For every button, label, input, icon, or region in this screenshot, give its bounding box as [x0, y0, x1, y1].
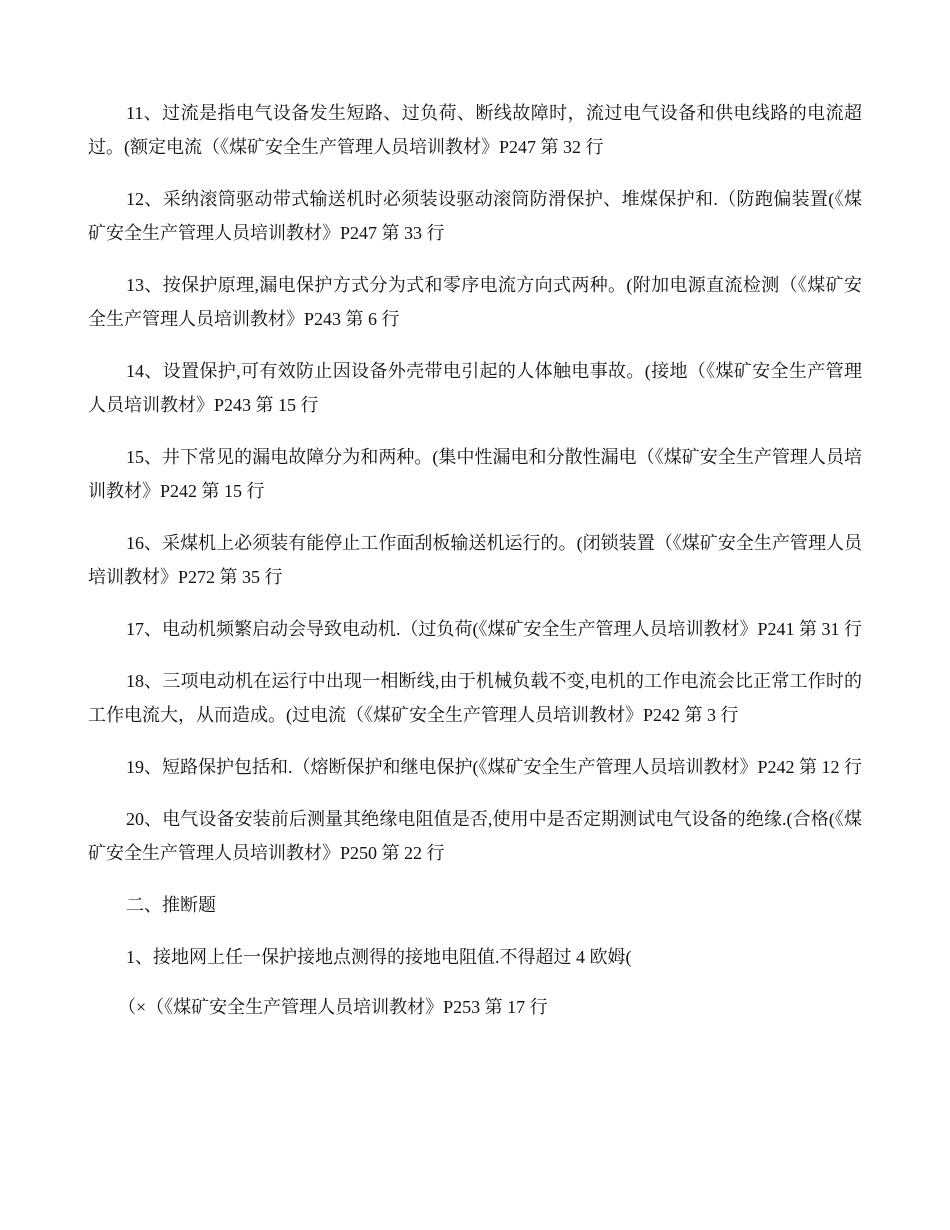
- paragraph-17: 17、电动机频繁启动会导致电动机.（过负荷(《煤矿安全生产管理人员培训教材》P241 第 31 行: [126, 619, 863, 639]
- question-1: 1、接地网上任一保护接地点测得的接地电阻值.不得超过 4 欧姆(: [126, 947, 632, 967]
- paragraph-15: 15、井下常见的漏电故障分为和两种。(集中性漏电和分散性漏电（《煤矿安全生产管理人员培训教材》P242 第 15 行: [88, 447, 862, 501]
- paragraph-11: 11、过流是指电气设备发生短路、过负荷、断线故障时，流过电气设备和供电线路的电流超过。(额定电流（《煤矿安全生产管理人员培训教材》P247 第 32 行: [88, 103, 862, 157]
- section-heading: 二、推断题: [126, 895, 216, 915]
- paragraph-13: 13、按保护原理,漏电保护方式分为式和零序电流方向式两种。(附加电源直流检测（《煤矿安全生产管理人员培训教材》P243 第 6 行: [88, 275, 862, 329]
- paragraph-12: 12、采纳滚筒驱动带式输送机时必须装设驱动滚筒防滑保护、堆煤保护和.（防跑偏装置(《煤矿安全生产管理人员培训教材》P247 第 33 行: [88, 189, 862, 243]
- paragraph-16: 16、采煤机上必须装有能停止工作面刮板输送机运行的。(闭锁装置（《煤矿安全生产管理人员培训教材》P272 第 35 行: [88, 533, 862, 587]
- paragraph-14: 14、设置保护,可有效防止因设备外壳带电引起的人体触电事故。(接地（《煤矿安全生产管理人员培训教材》P243 第 15 行: [88, 361, 862, 415]
- paragraph-19: 19、短路保护包括和.（熔断保护和继电保护(《煤矿安全生产管理人员培训教材》P242 第 12 行: [126, 757, 863, 777]
- paragraph-18: 18、三项电动机在运行中出现一相断线,由于机械负载不变,电机的工作电流会比正常工作时的工作电流大，从而造成。(过电流（《煤矿安全生产管理人员培训教材》P242 第 3 行: [88, 671, 862, 725]
- answer-1: （×（《煤矿安全生产管理人员培训教材》P253 第 17 行: [118, 997, 548, 1017]
- paragraph-20: 20、电气设备安装前后测量其绝缘电阻值是否,使用中是否定期测试电气设备的绝缘.(合格(《煤矿安全生产管理人员培训教材》P250 第 22 行: [88, 809, 862, 863]
